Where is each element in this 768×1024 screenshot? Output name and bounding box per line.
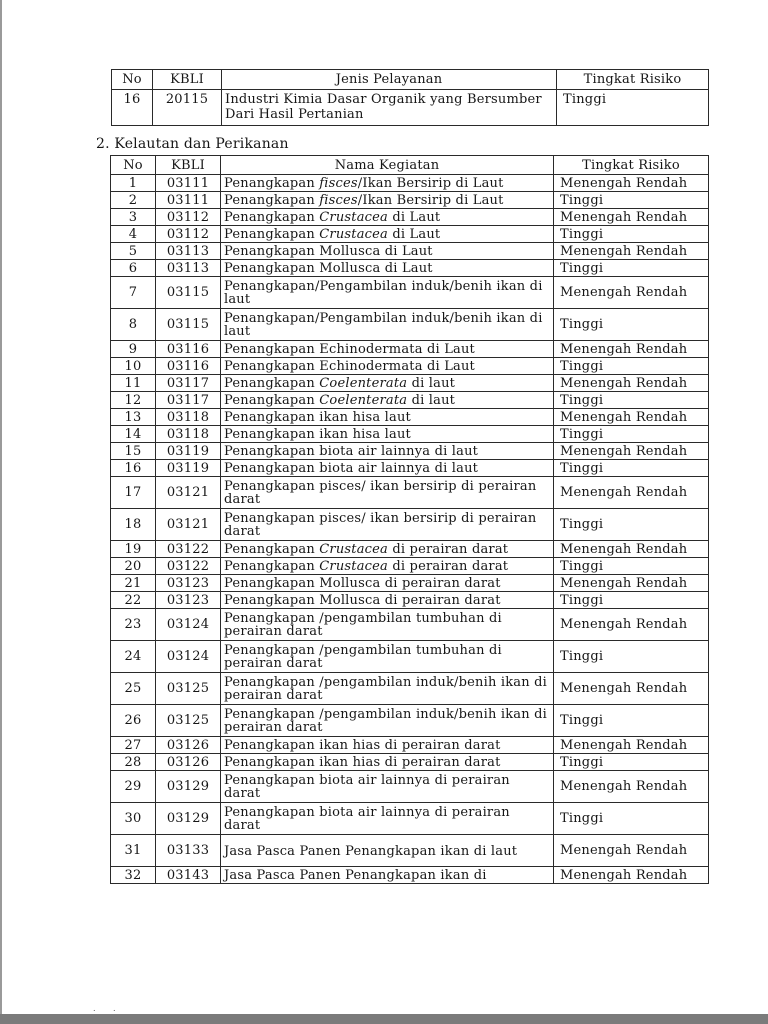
header-service-type: Jenis Pelayanan bbox=[222, 70, 557, 90]
cell-risk: Tinggi bbox=[554, 392, 709, 409]
cell-risk: Tinggi bbox=[554, 641, 709, 673]
header-no: No bbox=[111, 156, 156, 175]
cell-kbli: 03116 bbox=[156, 341, 221, 358]
cell-activity-name: Penangkapan Mollusca di Laut bbox=[221, 243, 554, 260]
cell-no: 22 bbox=[111, 592, 156, 609]
cell-risk: Tinggi bbox=[554, 226, 709, 243]
cell-kbli: 03122 bbox=[156, 558, 221, 575]
cell-risk: Menengah Rendah bbox=[554, 771, 709, 803]
cell-kbli: 03111 bbox=[156, 192, 221, 209]
cell-kbli: 03126 bbox=[156, 754, 221, 771]
cell-kbli: 03123 bbox=[156, 575, 221, 592]
cell-no: 24 bbox=[111, 641, 156, 673]
table-row bbox=[111, 803, 709, 835]
cell-activity-name: Penangkapan Mollusca di perairan darat bbox=[221, 592, 554, 609]
cell-risk: Menengah Rendah bbox=[554, 673, 709, 705]
cell-no: 3 bbox=[111, 209, 156, 226]
cell-kbli: 03118 bbox=[156, 426, 221, 443]
cell-risk: Tinggi bbox=[554, 358, 709, 375]
table-row bbox=[111, 277, 709, 309]
cell-kbli: 03143 bbox=[156, 867, 221, 884]
cell-risk: Tinggi bbox=[554, 192, 709, 209]
cell-activity-name: Penangkapan Crustacea di Laut bbox=[221, 209, 554, 226]
cell-risk: Tinggi bbox=[554, 260, 709, 277]
cell-activity-name: Penangkapan Coelenterata di laut bbox=[221, 375, 554, 392]
cell-no: 5 bbox=[111, 243, 156, 260]
cell-no: 9 bbox=[111, 341, 156, 358]
table-row bbox=[111, 477, 709, 509]
cell-activity-name: Penangkapan ikan hisa laut bbox=[221, 409, 554, 426]
cell-kbli: 03113 bbox=[156, 243, 221, 260]
header-kbli: KBLI bbox=[153, 70, 222, 90]
table-row bbox=[111, 835, 709, 867]
cell-kbli: 03126 bbox=[156, 737, 221, 754]
cell-kbli: 03129 bbox=[156, 803, 221, 835]
activity-risk-table bbox=[110, 155, 709, 884]
cell-service-name: Industri Kimia Dasar Organik yang Bersumber Dari Hasil Pertanian bbox=[222, 90, 557, 126]
table-row bbox=[111, 609, 709, 641]
cell-kbli: 03123 bbox=[156, 592, 221, 609]
scan-bottom-edge bbox=[0, 1014, 768, 1024]
cell-activity-name: Penangkapan Mollusca di perairan darat bbox=[221, 575, 554, 592]
cell-risk: Tinggi bbox=[554, 460, 709, 477]
cell-no: 31 bbox=[111, 835, 156, 867]
table-row bbox=[111, 341, 709, 358]
cell-activity-name: Penangkapan/Pengambilan induk/benih ikan di laut bbox=[221, 309, 554, 341]
cell-no: 16 bbox=[111, 460, 156, 477]
cell-risk: Menengah Rendah bbox=[554, 609, 709, 641]
cell-activity-name: Penangkapan biota air lainnya di perairan darat bbox=[221, 803, 554, 835]
cell-activity-name: Penangkapan biota air lainnya di laut bbox=[221, 460, 554, 477]
cell-risk: Menengah Rendah bbox=[554, 541, 709, 558]
table-row bbox=[111, 592, 709, 609]
scan-speck: . bbox=[93, 1004, 96, 1013]
table-row bbox=[111, 737, 709, 754]
cell-kbli: 03121 bbox=[156, 509, 221, 541]
table-row bbox=[111, 358, 709, 375]
cell-activity-name: Penangkapan biota air lainnya di perairan darat bbox=[221, 771, 554, 803]
cell-activity-name: Penangkapan Crustacea di Laut bbox=[221, 226, 554, 243]
table-row bbox=[111, 309, 709, 341]
cell-activity-name: Penangkapan ikan hias di perairan darat bbox=[221, 737, 554, 754]
cell-no: 19 bbox=[111, 541, 156, 558]
cell-risk: Tinggi bbox=[554, 558, 709, 575]
cell-risk: Menengah Rendah bbox=[554, 835, 709, 867]
table-row bbox=[112, 90, 709, 126]
table-row bbox=[111, 443, 709, 460]
cell-no: 21 bbox=[111, 575, 156, 592]
cell-no: 14 bbox=[111, 426, 156, 443]
header-risk-level: Tingkat Risiko bbox=[557, 70, 709, 90]
table-header-row bbox=[111, 156, 709, 175]
cell-no: 17 bbox=[111, 477, 156, 509]
cell-kbli: 03115 bbox=[156, 309, 221, 341]
table-row bbox=[111, 867, 709, 884]
cell-activity-name: Penangkapan /pengambilan induk/benih ikan di perairan darat bbox=[221, 673, 554, 705]
section-heading: 2. Kelautan dan Perikanan bbox=[96, 136, 289, 152]
table-row bbox=[111, 392, 709, 409]
table-row bbox=[111, 375, 709, 392]
cell-no: 7 bbox=[111, 277, 156, 309]
cell-risk: Menengah Rendah bbox=[554, 575, 709, 592]
table-row bbox=[111, 771, 709, 803]
table-row bbox=[111, 558, 709, 575]
cell-no: 20 bbox=[111, 558, 156, 575]
cell-kbli: 03117 bbox=[156, 375, 221, 392]
header-activity-name: Nama Kegiatan bbox=[221, 156, 554, 175]
table-header-row bbox=[112, 70, 709, 90]
cell-no: 27 bbox=[111, 737, 156, 754]
table-row bbox=[111, 754, 709, 771]
cell-activity-name: Penangkapan pisces/ ikan bersirip di perairan darat bbox=[221, 509, 554, 541]
table-row bbox=[111, 460, 709, 477]
table-row bbox=[111, 426, 709, 443]
header-kbli: KBLI bbox=[156, 156, 221, 175]
cell-risk: Tinggi bbox=[554, 509, 709, 541]
cell-activity-name: Penangkapan Crustacea di perairan darat bbox=[221, 541, 554, 558]
cell-activity-name: Penangkapan biota air lainnya di laut bbox=[221, 443, 554, 460]
cell-no: 30 bbox=[111, 803, 156, 835]
cell-risk: Tinggi bbox=[554, 754, 709, 771]
table-row bbox=[111, 209, 709, 226]
cell-activity-name: Penangkapan ikan hisa laut bbox=[221, 426, 554, 443]
cell-risk: Menengah Rendah bbox=[554, 409, 709, 426]
cell-activity-name: Penangkapan /pengambilan tumbuhan di perairan darat bbox=[221, 609, 554, 641]
cell-kbli: 03112 bbox=[156, 209, 221, 226]
cell-risk: Tinggi bbox=[557, 90, 709, 126]
table-row bbox=[111, 409, 709, 426]
table-row bbox=[111, 509, 709, 541]
cell-activity-name: Penangkapan fisces/Ikan Bersirip di Laut bbox=[221, 175, 554, 192]
cell-kbli: 03112 bbox=[156, 226, 221, 243]
cell-no: 29 bbox=[111, 771, 156, 803]
cell-risk: Menengah Rendah bbox=[554, 375, 709, 392]
table-row bbox=[111, 541, 709, 558]
cell-risk: Menengah Rendah bbox=[554, 737, 709, 754]
cell-kbli: 03117 bbox=[156, 392, 221, 409]
cell-risk: Menengah Rendah bbox=[554, 341, 709, 358]
cell-no: 23 bbox=[111, 609, 156, 641]
cell-risk: Tinggi bbox=[554, 309, 709, 341]
cell-kbli: 03115 bbox=[156, 277, 221, 309]
cell-no: 16 bbox=[112, 90, 153, 126]
cell-no: 11 bbox=[111, 375, 156, 392]
cell-activity-name: Penangkapan ikan hias di perairan darat bbox=[221, 754, 554, 771]
cell-activity-name: Jasa Pasca Panen Penangkapan ikan di laut bbox=[221, 835, 554, 867]
cell-risk: Tinggi bbox=[554, 705, 709, 737]
cell-activity-name: Penangkapan /pengambilan tumbuhan di perairan darat bbox=[221, 641, 554, 673]
cell-kbli: 03119 bbox=[156, 443, 221, 460]
cell-kbli: 03111 bbox=[156, 175, 221, 192]
cell-no: 25 bbox=[111, 673, 156, 705]
scan-speck: . bbox=[113, 1004, 116, 1013]
cell-kbli: 03119 bbox=[156, 460, 221, 477]
cell-risk: Menengah Rendah bbox=[554, 243, 709, 260]
cell-kbli: 03133 bbox=[156, 835, 221, 867]
cell-risk: Tinggi bbox=[554, 592, 709, 609]
cell-activity-name: Penangkapan Mollusca di Laut bbox=[221, 260, 554, 277]
cell-no: 13 bbox=[111, 409, 156, 426]
cell-no: 4 bbox=[111, 226, 156, 243]
cell-activity-name: Penangkapan fisces/Ikan Bersirip di Laut bbox=[221, 192, 554, 209]
cell-no: 15 bbox=[111, 443, 156, 460]
cell-no: 6 bbox=[111, 260, 156, 277]
cell-activity-name: Penangkapan Coelenterata di laut bbox=[221, 392, 554, 409]
cell-kbli: 03124 bbox=[156, 641, 221, 673]
table-row bbox=[111, 175, 709, 192]
cell-no: 2 bbox=[111, 192, 156, 209]
cell-risk: Menengah Rendah bbox=[554, 209, 709, 226]
table-row bbox=[111, 192, 709, 209]
cell-activity-name: Penangkapan Echinodermata di Laut bbox=[221, 358, 554, 375]
table-row bbox=[111, 705, 709, 737]
cell-no: 12 bbox=[111, 392, 156, 409]
cell-no: 1 bbox=[111, 175, 156, 192]
cell-no: 26 bbox=[111, 705, 156, 737]
cell-no: 32 bbox=[111, 867, 156, 884]
table-row bbox=[111, 641, 709, 673]
service-risk-table bbox=[111, 69, 709, 126]
cell-kbli: 03125 bbox=[156, 705, 221, 737]
table-row bbox=[111, 260, 709, 277]
activity-table-container bbox=[110, 155, 710, 883]
table-row bbox=[111, 243, 709, 260]
cell-activity-name: Penangkapan pisces/ ikan bersirip di perairan darat bbox=[221, 477, 554, 509]
cell-no: 10 bbox=[111, 358, 156, 375]
cell-kbli: 03116 bbox=[156, 358, 221, 375]
cell-kbli: 03125 bbox=[156, 673, 221, 705]
cell-activity-name: Jasa Pasca Panen Penangkapan ikan di bbox=[221, 867, 554, 884]
cell-activity-name: Penangkapan Crustacea di perairan darat bbox=[221, 558, 554, 575]
cell-risk: Menengah Rendah bbox=[554, 277, 709, 309]
cell-kbli: 03122 bbox=[156, 541, 221, 558]
cell-no: 8 bbox=[111, 309, 156, 341]
cell-no: 28 bbox=[111, 754, 156, 771]
cell-risk: Menengah Rendah bbox=[554, 867, 709, 884]
cell-risk: Menengah Rendah bbox=[554, 477, 709, 509]
cell-activity-name: Penangkapan/Pengambilan induk/benih ikan di laut bbox=[221, 277, 554, 309]
cell-kbli: 03113 bbox=[156, 260, 221, 277]
cell-risk: Menengah Rendah bbox=[554, 443, 709, 460]
table-row bbox=[111, 673, 709, 705]
cell-activity-name: Penangkapan /pengambilan induk/benih ikan di perairan darat bbox=[221, 705, 554, 737]
cell-no: 18 bbox=[111, 509, 156, 541]
cell-kbli: 03121 bbox=[156, 477, 221, 509]
cell-kbli: 03129 bbox=[156, 771, 221, 803]
scan-left-edge bbox=[0, 0, 2, 1024]
cell-kbli: 03124 bbox=[156, 609, 221, 641]
header-risk-level: Tingkat Risiko bbox=[554, 156, 709, 175]
cell-activity-name: Penangkapan Echinodermata di Laut bbox=[221, 341, 554, 358]
table-row bbox=[111, 575, 709, 592]
cell-kbli: 20115 bbox=[153, 90, 222, 126]
cell-kbli: 03118 bbox=[156, 409, 221, 426]
cell-risk: Menengah Rendah bbox=[554, 175, 709, 192]
cell-risk: Tinggi bbox=[554, 426, 709, 443]
header-no: No bbox=[112, 70, 153, 90]
cell-risk: Tinggi bbox=[554, 803, 709, 835]
table-row bbox=[111, 226, 709, 243]
